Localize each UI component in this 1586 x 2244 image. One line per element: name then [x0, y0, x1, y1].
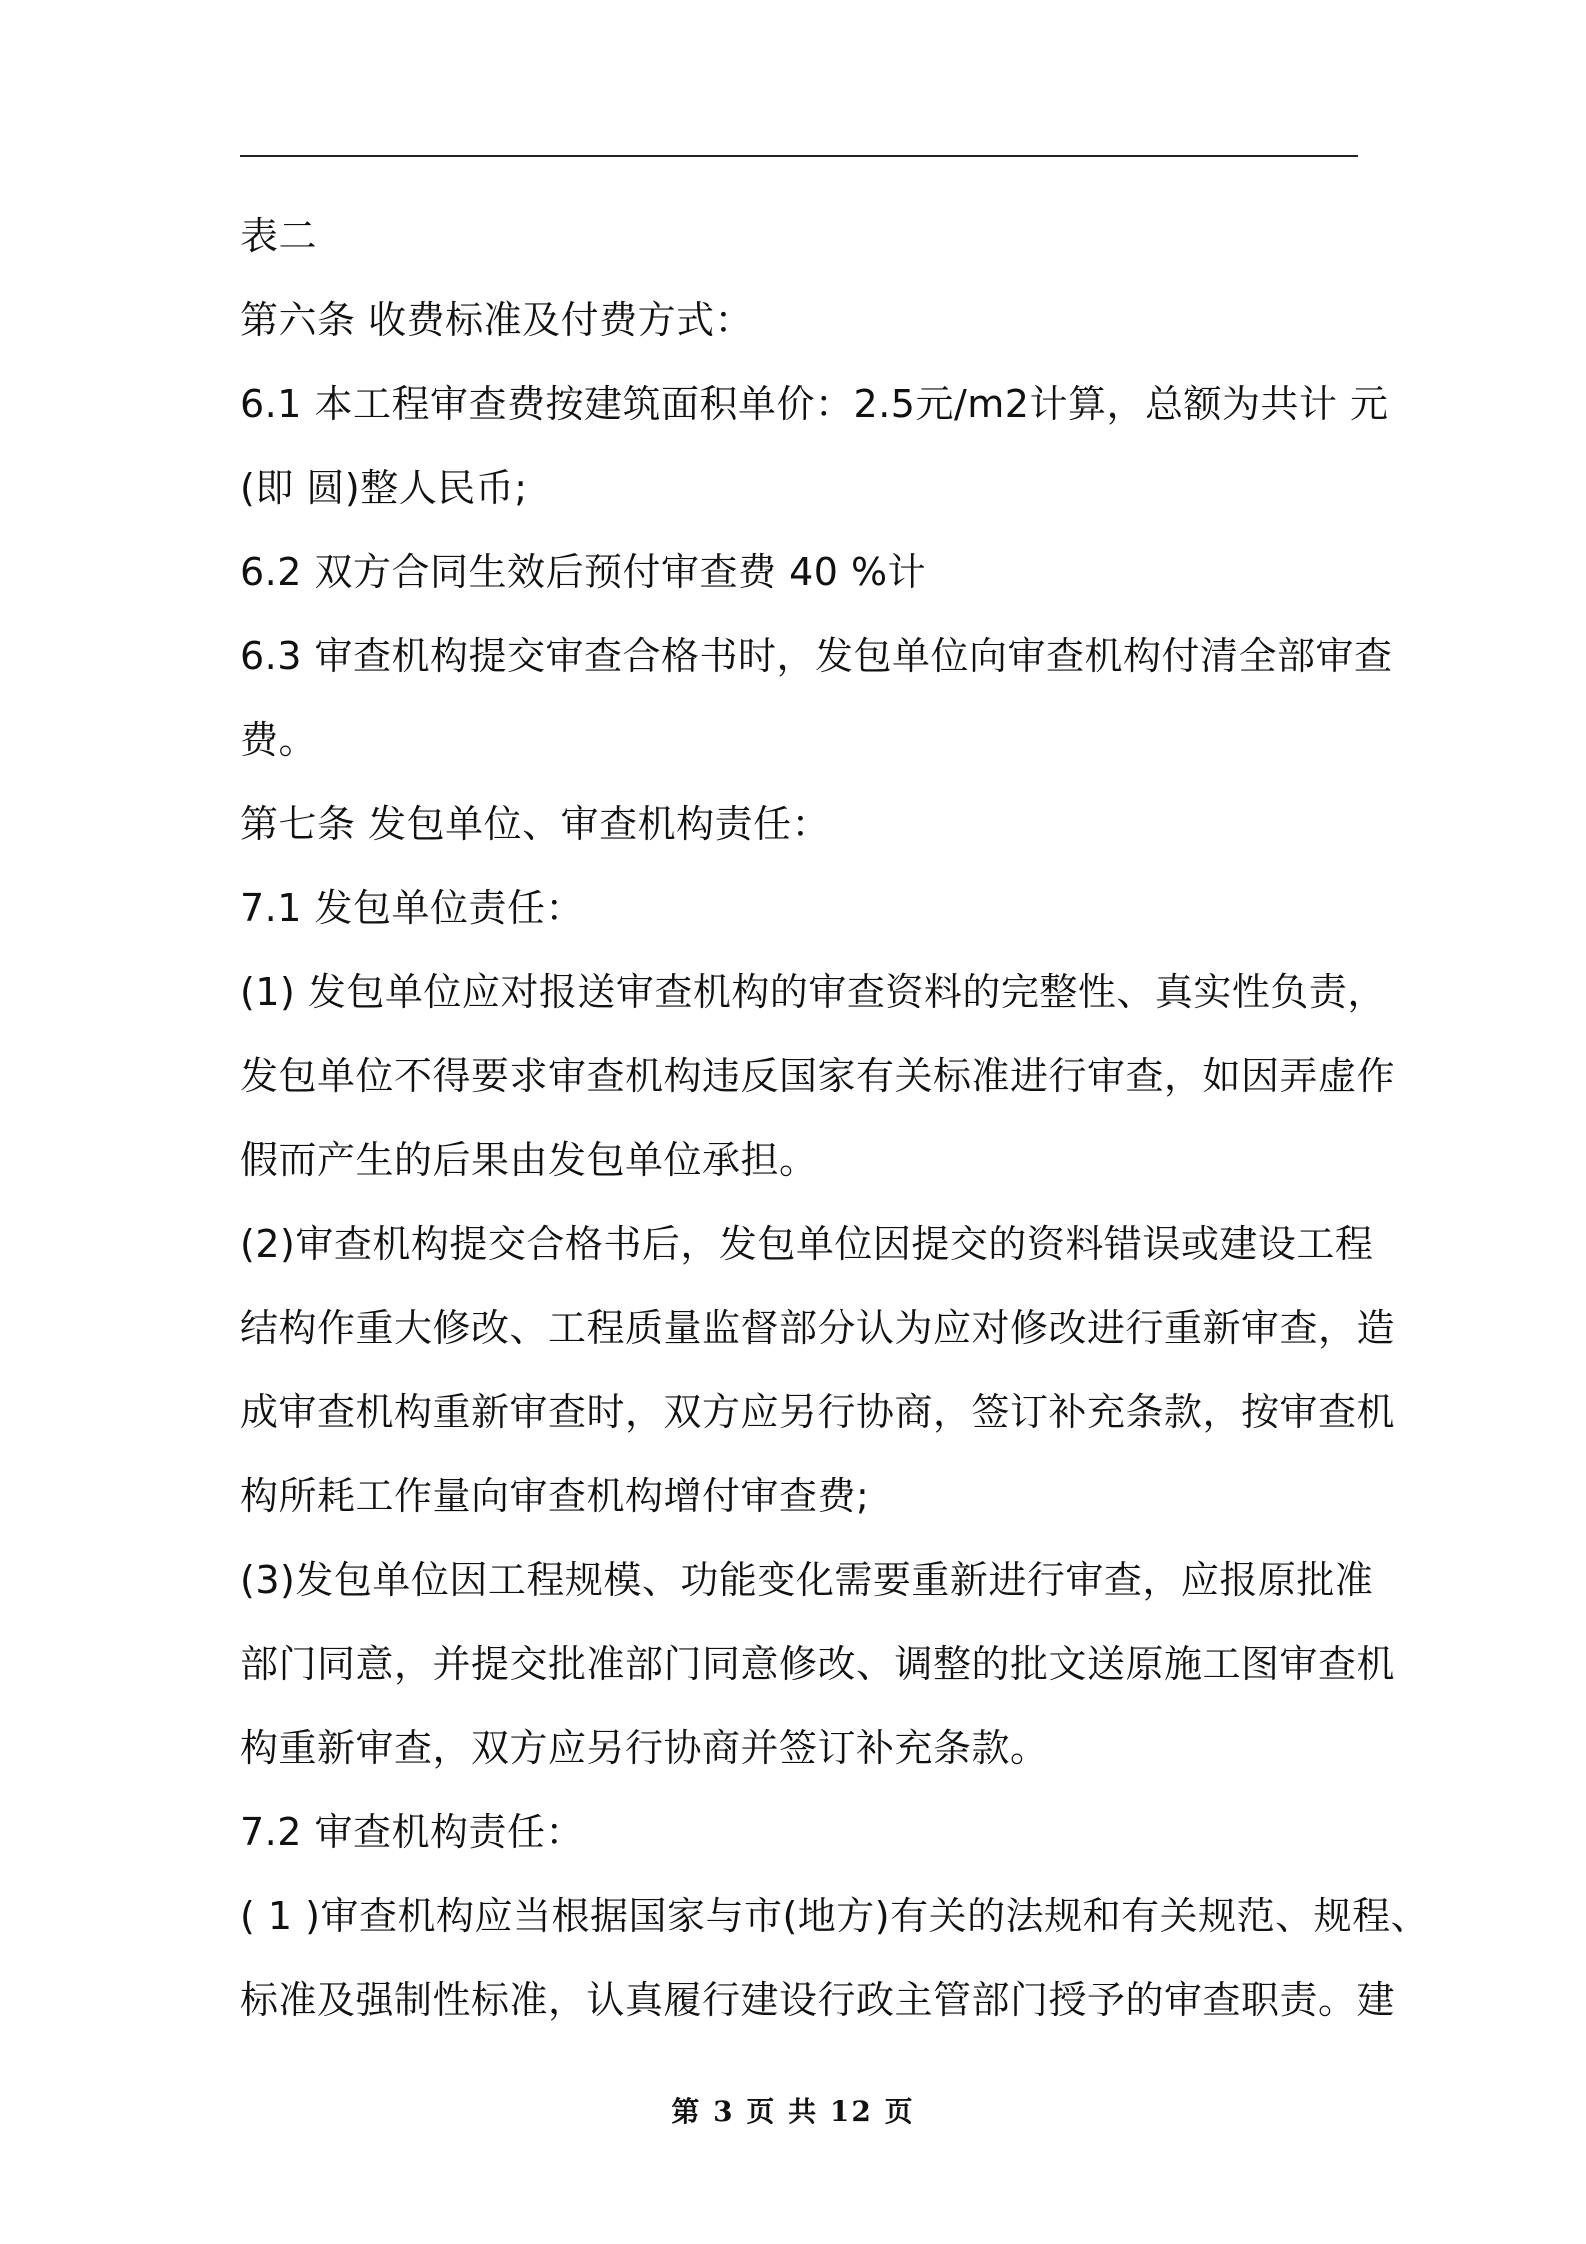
doc-line-7-1-item-3-cont-b: 构重新审查，双方应另行协商并签订补充条款。	[240, 1726, 1049, 1770]
doc-line-7-2-item-1: ( 1 )审查机构应当根据国家与市(地方)有关的法规和有关规范、规程、	[240, 1894, 1430, 1938]
page-number-footer: 第 3 页 共 12 页	[671, 2095, 915, 2128]
header-rule	[240, 155, 1358, 157]
doc-line-6-1-cont: (即 圆)整人民币;	[240, 466, 528, 510]
doc-line-article-7-title: 第七条 发包单位、审查机构责任：	[240, 802, 831, 846]
doc-line-7-1-item-2-cont-b: 成审查机构重新审查时，双方应另行协商，签订补充条款，按审查机	[240, 1390, 1396, 1434]
doc-line-7-1-item-2-cont-a: 结构作重大修改、工程质量监督部分认为应对修改进行重新审查，造	[240, 1306, 1396, 1350]
doc-line-7-1-item-3: (3)发包单位因工程规模、功能变化需要重新进行审查，应报原批准	[240, 1558, 1374, 1602]
doc-line-7-1: 7.1 发包单位责任：	[240, 886, 585, 930]
doc-line-7-2-item-1-cont: 标准及强制性标准，认真履行建设行政主管部门授予的审查职责。建	[240, 1978, 1396, 2022]
doc-line-6-3-cont: 费。	[240, 718, 318, 762]
doc-line-6-3: 6.3 审查机构提交审查合格书时，发包单位向审查机构付清全部审查	[240, 634, 1393, 678]
doc-line-6-1: 6.1 本工程审查费按建筑面积单价：2.5元/m2计算，总额为共计 元	[240, 382, 1389, 426]
doc-line-7-1-item-2: (2)审查机构提交合格书后，发包单位因提交的资料错误或建设工程	[240, 1222, 1374, 1266]
document-body	[240, 194, 1430, 2042]
doc-line-7-2: 7.2 审查机构责任：	[240, 1810, 585, 1854]
doc-line-6-2: 6.2 双方合同生效后预付审查费 40 %计	[240, 550, 927, 594]
doc-line-7-1-item-2-cont-c: 构所耗工作量向审查机构增付审查费;	[240, 1474, 870, 1518]
doc-line-table-label: 表二	[240, 214, 318, 258]
doc-line-7-1-item-3-cont-a: 部门同意，并提交批准部门同意修改、调整的批文送原施工图审查机	[240, 1642, 1396, 1686]
doc-line-7-1-item-1-cont-b: 假而产生的后果由发包单位承担。	[240, 1138, 818, 1182]
doc-line-article-6-title: 第六条 收费标准及付费方式：	[240, 298, 754, 342]
doc-line-7-1-item-1: (1) 发包单位应对报送审查机构的审查资料的完整性、真实性负责，	[240, 970, 1386, 1014]
doc-line-7-1-item-1-cont-a: 发包单位不得要求审查机构违反国家有关标准进行审查，如因弄虚作	[240, 1054, 1396, 1098]
